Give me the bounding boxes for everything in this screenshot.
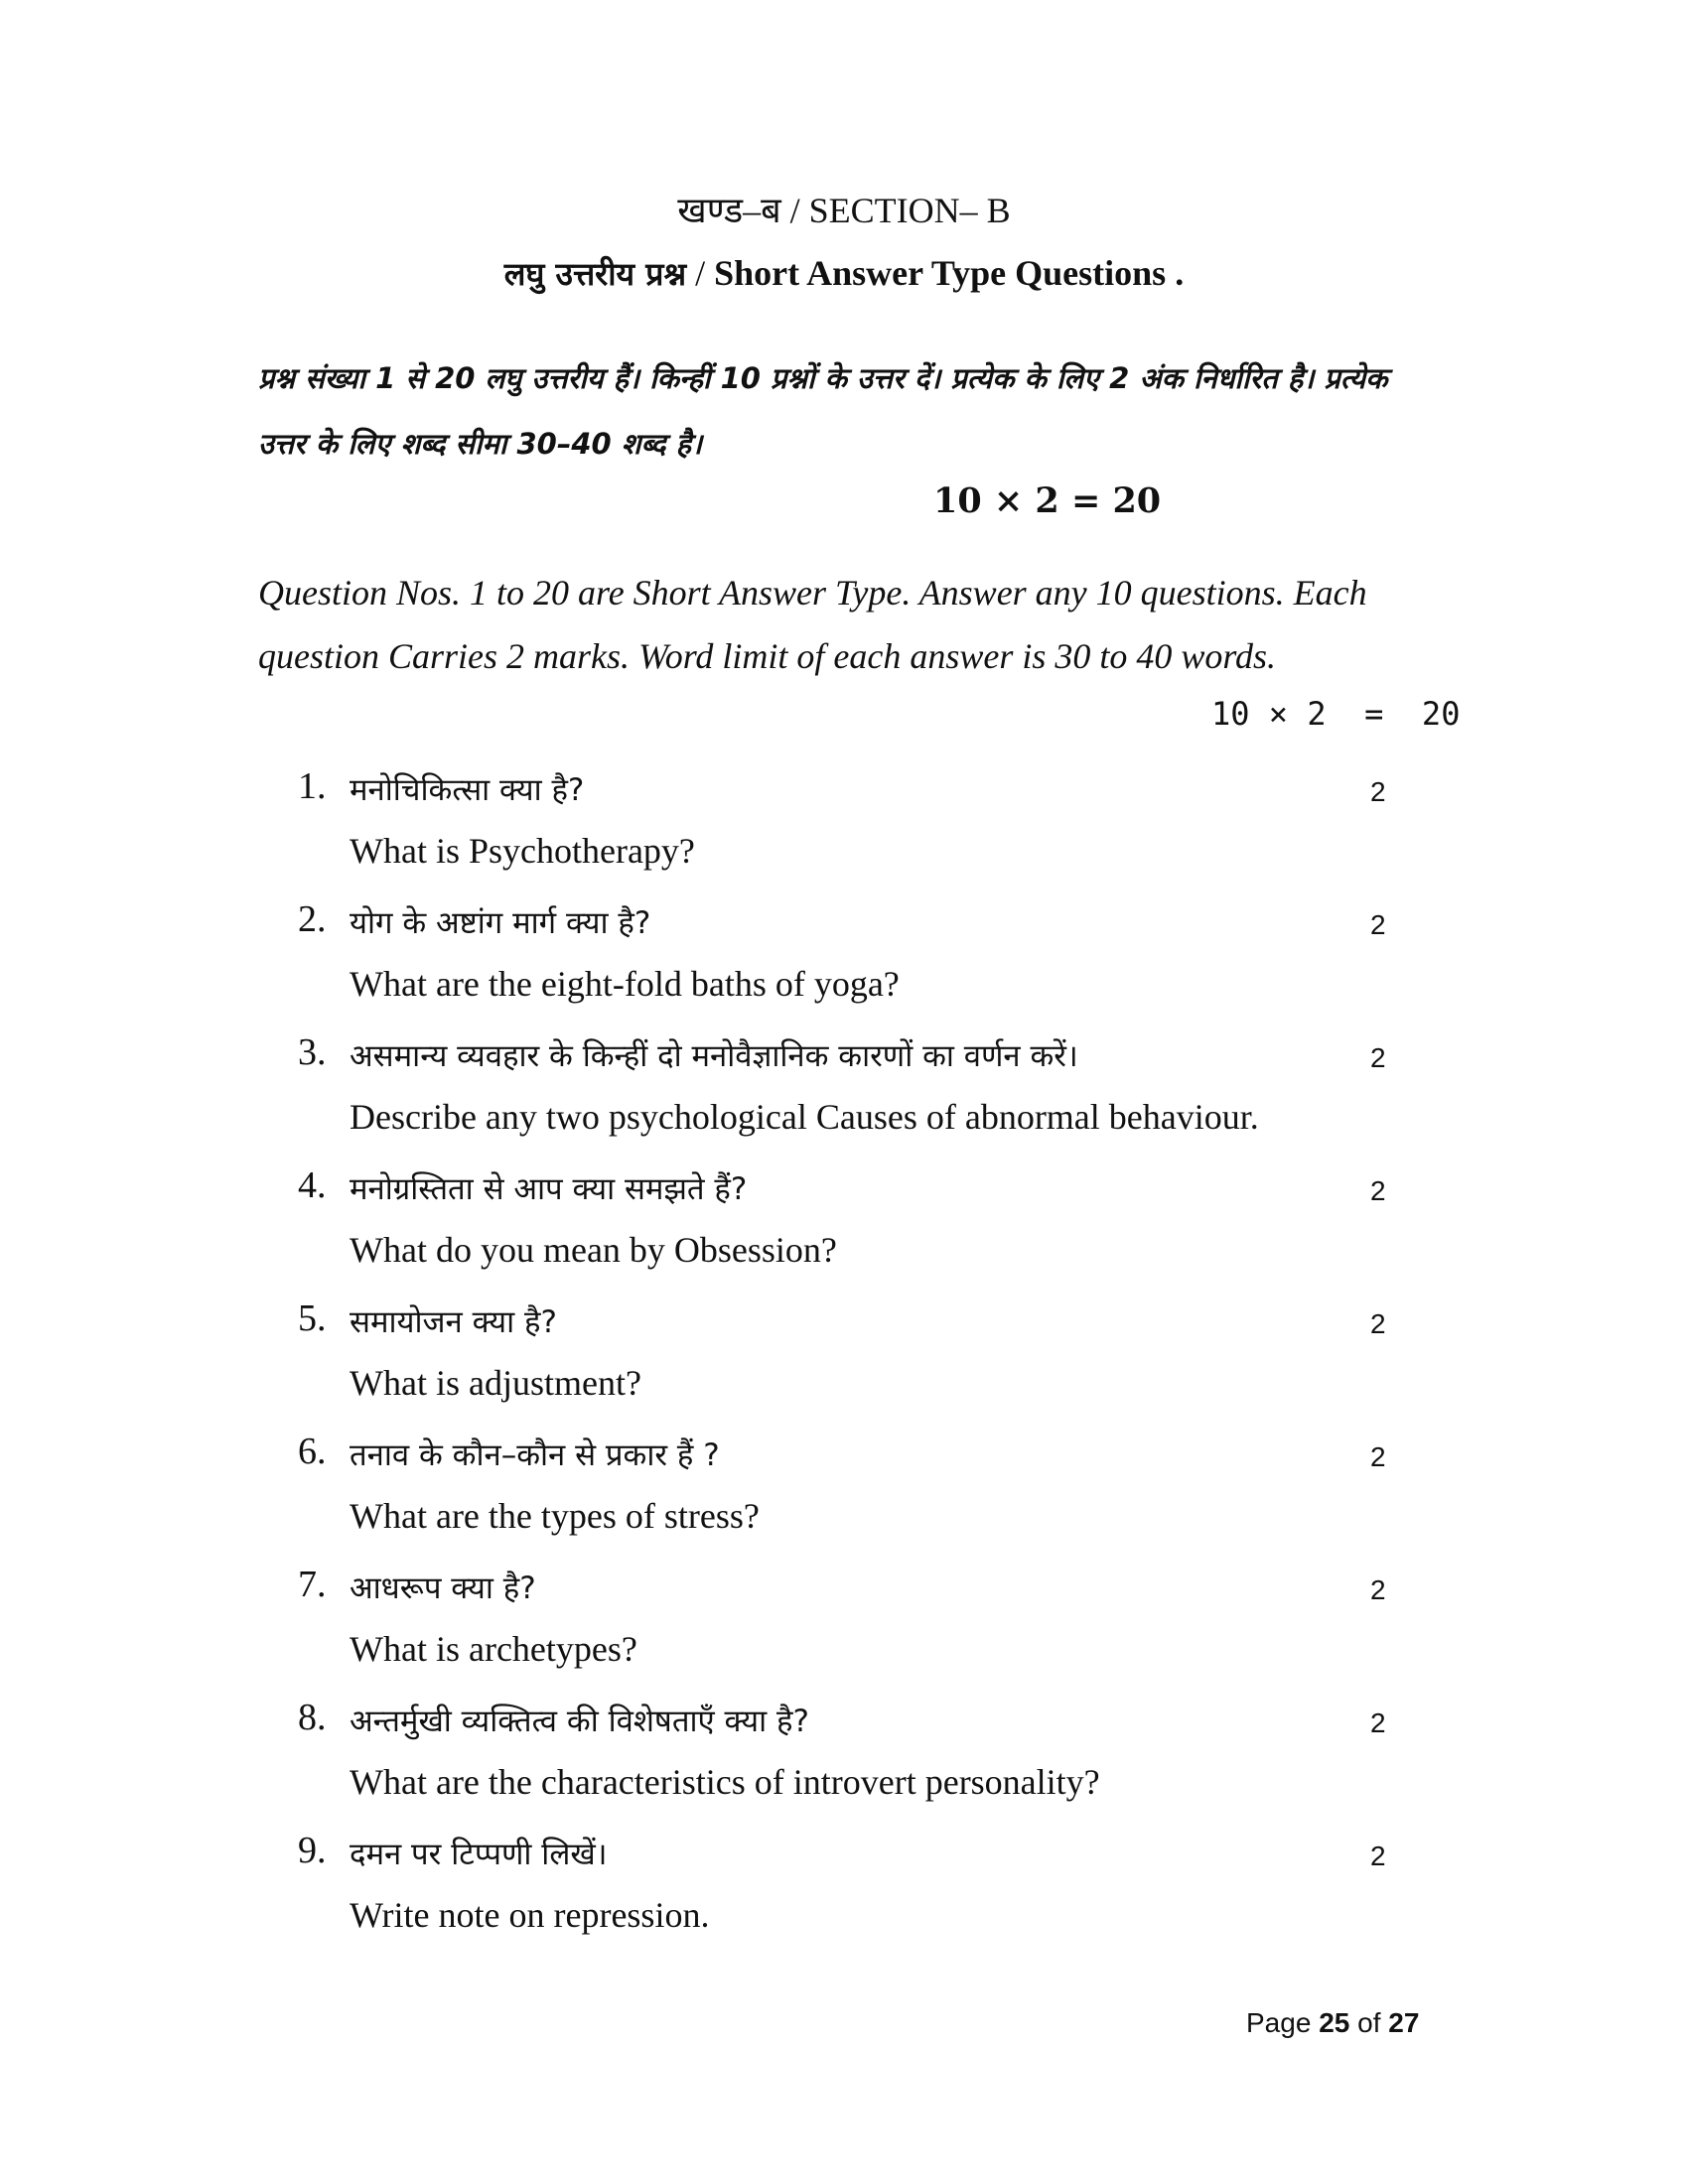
marks-summary-english: 10 × 2 = 20 xyxy=(1211,695,1461,733)
question-text-english: What is archetypes? xyxy=(350,1629,637,1669)
page-total: 27 xyxy=(1388,2007,1420,2038)
question-number: 3. xyxy=(298,1031,327,1073)
question-text-hindi: तनाव के कौन–कौन से प्रकार हैं ? xyxy=(350,1437,720,1473)
question-marks: 2 xyxy=(1370,776,1386,807)
question-text-english: What are the characteristics of introvert personality? xyxy=(350,1762,1100,1802)
question-text-english: Describe any two psychological Causes of abnormal behaviour. xyxy=(350,1097,1259,1137)
instructions-hindi: प्रश्न संख्या 1 से 20 लघु उत्तरीय हैं। किन्हीं 10 प्रश्नों के उत्तर दें। प्रत्येक के लिए 2 अंक निर्धारित है। प्रत्येक उत्तर के लिए शब्द सीमा 30–40 शब्द है। xyxy=(258,361,1388,461)
question-text-english: What do you mean by Obsession? xyxy=(350,1230,837,1270)
instructions-english: Question Nos. 1 to 20 are Short Answer Type. Answer any 10 questions. Each question Carries 2 marks. Word limit of each answer is 30 to 40 words. xyxy=(258,573,1367,676)
section-heading: खण्ड–ब / SECTION– B xyxy=(677,191,1011,230)
question-number: 2. xyxy=(298,898,327,940)
subtitle-hindi: लघु उत्तरीय प्रश्न xyxy=(503,255,687,293)
question-text-hindi: मनोग्रस्तिता से आप क्या समझते हैं? xyxy=(350,1171,748,1207)
question-text-english: What are the types of stress? xyxy=(350,1496,760,1536)
page-current: 25 xyxy=(1319,2007,1350,2038)
question-marks: 2 xyxy=(1370,1175,1386,1206)
question-item xyxy=(298,1563,1440,1696)
question-text-hindi: मनोचिकित्सा क्या है? xyxy=(350,772,585,808)
question-text-english: What are the eight-fold baths of yoga? xyxy=(350,964,900,1004)
subtitle-english: Short Answer Type Questions . xyxy=(714,253,1185,293)
question-marks: 2 xyxy=(1370,909,1386,940)
question-text-hindi: असमान्य व्यवहार के किन्हीं दो मनोवैज्ञानिक कारणों का वर्णन करें। xyxy=(350,1038,1078,1074)
page-number xyxy=(1246,2007,1419,2039)
question-marks: 2 xyxy=(1370,1707,1386,1738)
question-text-english: What is Psychotherapy? xyxy=(350,831,695,871)
marks-summary-hindi: 10 × 2 = 20 xyxy=(933,480,1162,521)
question-item xyxy=(298,1163,1440,1297)
question-item xyxy=(298,1829,1440,1962)
question-number: 6. xyxy=(298,1431,327,1472)
question-number: 4. xyxy=(298,1164,327,1206)
question-item xyxy=(298,1696,1440,1829)
page-label: Page xyxy=(1246,2007,1312,2038)
question-item xyxy=(298,1297,1440,1430)
question-text-hindi: योग के अष्टांग मार्ग क्या है? xyxy=(350,905,651,941)
question-text-english: Write note on repression. xyxy=(350,1895,710,1935)
question-marks: 2 xyxy=(1370,1441,1386,1472)
question-number: 8. xyxy=(298,1697,327,1738)
question-text-hindi: समायोजन क्या है? xyxy=(350,1304,557,1340)
question-number: 1. xyxy=(298,765,327,807)
question-number: 9. xyxy=(298,1830,327,1871)
question-item xyxy=(298,1030,1440,1163)
question-item xyxy=(298,764,1440,897)
question-marks: 2 xyxy=(1370,1574,1386,1605)
subtitle-separator: / xyxy=(686,253,715,293)
question-marks: 2 xyxy=(1370,1841,1386,1871)
question-text-hindi: आधरूप क्या है? xyxy=(350,1570,536,1606)
question-text-hindi: अन्तर्मुखी व्यक्तित्व की विशेषताएँ क्या है? xyxy=(350,1704,809,1739)
question-item xyxy=(298,897,1440,1030)
question-item xyxy=(298,1430,1440,1563)
question-text-hindi: दमन पर टिप्पणी लिखें। xyxy=(350,1837,608,1872)
question-marks: 2 xyxy=(1370,1308,1386,1339)
page-of: of xyxy=(1357,2007,1381,2038)
question-number: 5. xyxy=(298,1297,327,1339)
section-subtitle xyxy=(0,252,1688,295)
question-list xyxy=(298,764,1440,1962)
question-marks: 2 xyxy=(1370,1042,1386,1073)
question-number: 7. xyxy=(298,1564,327,1605)
question-text-english: What is adjustment? xyxy=(350,1363,641,1403)
